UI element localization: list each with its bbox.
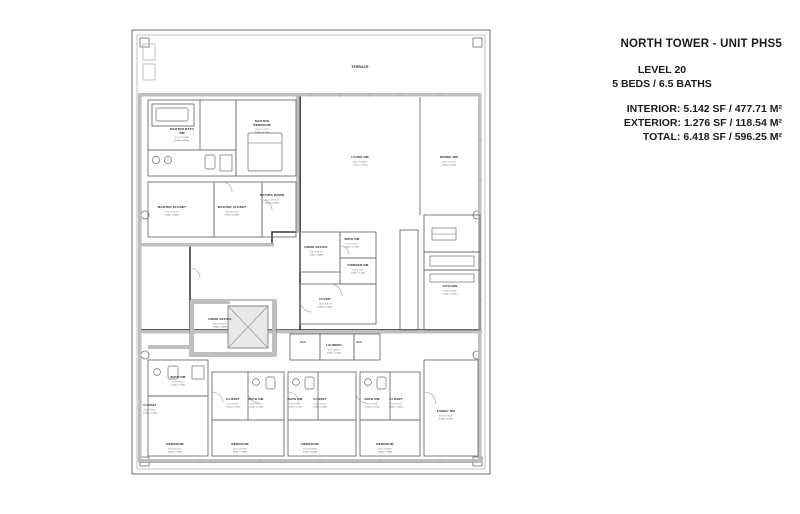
room-dimension: 6'-0" X 8'-0" xyxy=(328,349,340,352)
room-dimension: 5'-0" X 6'-0" xyxy=(227,403,239,406)
room-dimension: 15'-0" X 17'-2" xyxy=(255,129,269,132)
room-label-master-bedroom xyxy=(253,119,270,134)
room-dimension: 1.52m x 1.82m xyxy=(225,406,241,409)
room-label-master-closet-1 xyxy=(158,205,186,216)
room-name: KITCHEN xyxy=(442,284,458,288)
room-dimension: 1.52m x 2.74m xyxy=(364,406,380,409)
area-interior-label: INTERIOR: xyxy=(626,103,681,115)
room-dimension: 1.52m x 1.82m xyxy=(388,406,404,409)
room-label-foyer xyxy=(318,297,333,308)
room-dimension: 3.65m x 3.96m xyxy=(232,451,248,454)
room-dimension: 4.06m x 3.55m xyxy=(174,140,190,143)
area-interior-value: 5.142 SF / 477.71 M² xyxy=(683,103,782,115)
area-total-value: 6.418 SF / 596.25 M² xyxy=(683,131,782,143)
room-name: A/C xyxy=(356,340,362,344)
room-dimension: 1.82m x 2.43m xyxy=(326,352,342,355)
master-bath-fixtures xyxy=(152,108,232,171)
unit-title: NORTH TOWER - UNIT PHS5 xyxy=(620,38,782,50)
room-dimension: 5'-0" X 9'-0" xyxy=(366,403,378,406)
room-label-bath-rm-3 xyxy=(248,397,263,408)
balcony-detail xyxy=(143,44,155,80)
room-dimension: 8'-6" X 11'-0" xyxy=(165,211,179,214)
elevator-core xyxy=(228,306,268,348)
room-label-bedroom-2 xyxy=(231,442,248,453)
room-dimension: 5'-0" X 9'-0" xyxy=(172,381,184,384)
room-label-bedroom-4 xyxy=(376,442,393,453)
room-label-laundry xyxy=(326,343,343,354)
room-label-bedroom-1 xyxy=(166,442,183,453)
room-dimension: 5.18m x 4.26m xyxy=(442,293,458,296)
room-dimension: 1.52m x 1.82m xyxy=(350,272,366,275)
room-name: CLOSET xyxy=(226,397,240,401)
room-dimension: 12'-0" X 13'-0" xyxy=(233,448,247,451)
room-name: LIVING RM xyxy=(351,155,369,159)
room-name: BEDROOM xyxy=(376,442,394,446)
room-dimension: 14'-0" X 17'-0" xyxy=(442,161,456,164)
room-dimension: 2.59m x 3.35m xyxy=(164,214,180,217)
room-dimension: 1.52m x 1.82m xyxy=(142,412,158,415)
room-dimension: 3.65m x 2.43m xyxy=(317,306,333,309)
room-dimension: 13'-0" X 12'-0" xyxy=(213,323,227,326)
kitchen-fixtures xyxy=(430,228,474,282)
room-name: RM xyxy=(179,130,185,135)
room-label-bath-rm-2 xyxy=(170,375,185,386)
room-name: BATH RM xyxy=(344,237,360,241)
area-exterior xyxy=(542,116,782,130)
room-dimension: 1.52m x 2.74m xyxy=(287,406,303,409)
room-dimension: 9'-0" X 10'-2" xyxy=(309,251,323,254)
room-label-home-office-1 xyxy=(304,245,327,256)
room-dimension: 2.74m x 3.09m xyxy=(308,254,324,257)
terrace-label: TERRACE xyxy=(351,65,369,69)
room-label-bath-rm-5 xyxy=(364,397,379,408)
room-name: SITTING ROOM xyxy=(259,193,285,197)
title-block xyxy=(542,38,782,144)
room-name: BEDROOM xyxy=(166,442,184,446)
room-label-closet-1 xyxy=(143,403,158,414)
room-label-closet-4 xyxy=(389,397,404,408)
living-dining-partitions xyxy=(400,97,480,330)
room-dimension: 5'-0" X 9'-0" xyxy=(289,403,301,406)
area-interior xyxy=(542,102,782,116)
room-dimension: 1.67m x 2.74m xyxy=(344,246,360,249)
room-name: MASTER xyxy=(255,119,269,123)
room-label-bath-rm-1 xyxy=(344,237,359,248)
room-dimension: 11'-2" X 13'-0" xyxy=(265,199,279,202)
room-name: LAUNDRY xyxy=(325,343,343,347)
room-dimension: 5'-0" X 6'-0" xyxy=(390,403,402,406)
room-label-ac-1 xyxy=(300,340,306,344)
room-name: MASTER CLOSET xyxy=(217,205,247,209)
room-name: BEDROOM xyxy=(231,442,249,446)
room-name: CLOSET xyxy=(143,403,157,407)
room-dimension: 5'-0" X 6'-0" xyxy=(352,269,364,272)
room-label-closet-3 xyxy=(313,397,328,408)
room-dimension: 5'-0" X 9'-0" xyxy=(250,403,262,406)
room-label-kitchen xyxy=(443,284,458,295)
master-bed-furniture xyxy=(248,133,282,171)
room-name: BATH RM xyxy=(248,397,264,401)
room-label-family-rm xyxy=(437,409,455,420)
room-name: MASTER CLOSET xyxy=(157,205,187,209)
room-name: FAMILY RM xyxy=(436,409,456,413)
room-label-closet-2 xyxy=(226,397,241,408)
room-name: BATH RM xyxy=(170,375,186,379)
room-dimension: 1.52m x 2.74m xyxy=(170,384,186,387)
room-name: BEDROOM xyxy=(301,442,319,446)
room-dimension: 3.65m x 3.96m xyxy=(302,451,318,454)
room-name: FOYER xyxy=(319,297,331,301)
room-label-dining-rm xyxy=(440,155,458,166)
bath-fixtures-lower xyxy=(154,366,386,389)
room-dimension: 4.26m x 5.18m xyxy=(441,164,457,167)
room-label-living-rm xyxy=(351,155,369,166)
room-name: BATH RM xyxy=(287,397,303,401)
room-dimension: 12'-0" X 13'-0" xyxy=(303,448,317,451)
room-dimension: 7.31m x 7.01m xyxy=(352,164,368,167)
room-dimension: 17'-0" X 14'-0" xyxy=(443,290,457,293)
room-dimension: 24'-0" X 23'-0" xyxy=(353,161,367,164)
room-dimension: 5'-0" X 6'-0" xyxy=(144,409,156,412)
level-label: LEVEL 20 xyxy=(637,64,687,76)
room-dimension: 8'-6" X 11'-0" xyxy=(225,211,239,214)
room-dimension: 1.52m x 2.74m xyxy=(248,406,264,409)
area-exterior-value: 1.276 SF / 118.54 M² xyxy=(683,117,782,129)
room-label-bath-rm-4 xyxy=(287,397,302,408)
room-dimension: 17'-0" X 16'-0" xyxy=(439,415,453,418)
room-label-bedroom-3 xyxy=(301,442,318,453)
room-dimension: 13'-4" X 11'-8" xyxy=(175,137,189,140)
room-dimension: 1.52m x 1.82m xyxy=(312,406,328,409)
room-dimension: 12'-0" X 13'-0" xyxy=(378,448,392,451)
room-dimension: 4.57m x 5.23m xyxy=(254,132,270,135)
room-dimension: 3.65m x 3.96m xyxy=(167,451,183,454)
room-label-master-bath xyxy=(170,127,195,142)
room-label-sitting-room xyxy=(260,193,285,204)
room-dimension: 3.65m x 3.96m xyxy=(377,451,393,454)
room-name: POWDER RM xyxy=(347,263,369,267)
room-name: CLOSET xyxy=(313,397,327,401)
room-dimension: 5'-6" X 9'-0" xyxy=(346,243,358,246)
room-dimension: 5.18m x 4.87m xyxy=(438,418,454,421)
core-partitions xyxy=(190,232,380,360)
room-name: MASTER BATH xyxy=(170,127,194,131)
room-name: HOME OFFICE xyxy=(208,317,232,321)
room-label-powder-rm xyxy=(348,263,369,274)
room-name: DINING RM xyxy=(440,155,458,159)
area-total-label: TOTAL: xyxy=(642,131,681,143)
room-dimension: 3.40m x 3.96m xyxy=(264,202,280,205)
room-label-master-closet-2 xyxy=(218,205,246,216)
room-name: HOME OFFICE xyxy=(304,245,328,249)
room-dimension: 12'-0" X 8'-0" xyxy=(318,303,332,306)
room-name: BATH RM xyxy=(364,397,380,401)
room-dimension: 2.59m x 3.35m xyxy=(224,214,240,217)
area-exterior-label: EXTERIOR: xyxy=(623,117,682,129)
room-label-ac-2 xyxy=(356,340,362,344)
area-total xyxy=(542,130,782,144)
room-name: BEDROOM xyxy=(253,122,271,127)
room-name: CLOSET xyxy=(389,397,403,401)
room-dimension: 5'-0" X 6'-0" xyxy=(314,403,326,406)
room-name: A/C xyxy=(300,340,306,344)
room-dimension: 3.96m x 3.65m xyxy=(212,326,228,329)
beds-baths-label: 5 BEDS / 6.5 BATHS xyxy=(612,78,712,90)
room-dimension: 12'-0" X 13'-0" xyxy=(168,448,182,451)
